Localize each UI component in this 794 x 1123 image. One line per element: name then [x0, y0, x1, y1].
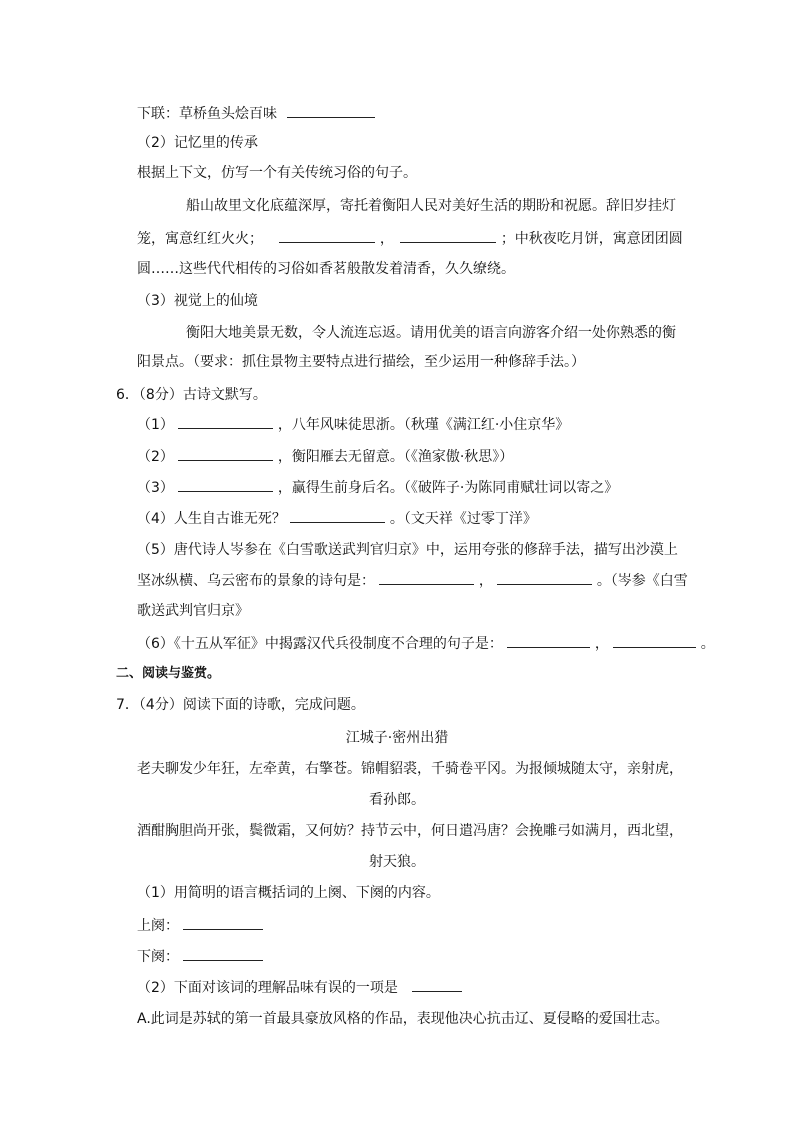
subquestion-1: （1）用简明的语言概括词的上阕、下阕的内容。	[137, 885, 440, 901]
upper-stanza-answer: 上阕：	[137, 915, 263, 935]
subquestion-2-heading: （2）记忆里的传承	[137, 135, 258, 151]
answer-blank[interactable]	[178, 414, 273, 429]
poetry-fill-5-source: 歌送武判官归京》	[137, 603, 249, 619]
answer-blank[interactable]	[178, 477, 273, 492]
poetry-fill-2: （2） ，衡阳雁去无留意。（《渔家傲·秋思》）	[137, 446, 513, 466]
answer-blank[interactable]	[290, 508, 385, 523]
poem-line: 老夫聊发少年狂，左牵黄，右擎苍。锦帽貂裘，千骑卷平冈。为报倾城随太守，亲射虎，	[137, 761, 683, 777]
answer-blank[interactable]	[412, 977, 462, 992]
answer-blank[interactable]	[379, 570, 474, 585]
choice-a: A.此词是苏轼的第一首最具豪放风格的作品，表现他决心抗击辽、夏侵略的爱国壮志。	[137, 1011, 669, 1027]
couplet-second-line	[137, 103, 375, 123]
section-heading: 二、阅读与鉴赏。	[116, 666, 221, 681]
answer-blank[interactable]	[287, 103, 375, 118]
answer-blank[interactable]	[178, 446, 273, 461]
subquestion-2: （2）下面对该词的理解品味有误的一项是	[137, 977, 462, 997]
poetry-fill-3: （3） ，赢得生前身后名。（《破阵子·为陈同甫赋壮词以寄之》	[137, 477, 618, 497]
instruction-text: 根据上下文，仿写一个有关传统习俗的句子。	[137, 165, 417, 181]
poem-line-cont: 射天狼。	[369, 854, 425, 870]
answer-blank[interactable]	[613, 633, 696, 648]
poetry-fill-1: （1） ，八年风味徒思浙。（秋瑾《满江红·小住京华》	[137, 414, 569, 434]
question-7-heading: 7．（4分）阅读下面的诗歌，完成问题。	[116, 697, 365, 713]
poem-title: 江城子·密州出猎	[345, 730, 449, 746]
poetry-fill-4: （4）人生自古谁无死？ 。（文天祥《过零丁洋》	[137, 508, 537, 528]
poetry-fill-5-cont: 坚冰纵横、乌云密布的景象的诗句是： ， 。（岑参《白雪	[137, 570, 688, 590]
answer-blank[interactable]	[497, 570, 592, 585]
paragraph-line: 船山故里文化底蕴深厚，寄托着衡阳人民对美好生活的期盼和祝愿。辞旧岁挂灯	[186, 198, 676, 214]
paragraph-line: 阳景点。（要求：抓住景物主要特点进行描绘，至少运用一种修辞手法。）	[137, 354, 585, 370]
answer-blank[interactable]	[183, 915, 263, 930]
couplet-text: 下联：草桥鱼头烩百味	[137, 106, 277, 122]
poem-line: 酒酣胸胆尚开张，鬓微霜，又何妨？持节云中，何日遣冯唐？会挽雕弓如满月，西北望，	[137, 823, 683, 839]
paragraph-line: 衡阳大地美景无数，令人流连忘返。请用优美的语言向游客介绍一处你熟悉的衡	[186, 325, 676, 341]
poetry-fill-6: （6）《十五从军征》中揭露汉代兵役制度不合理的句子是： ， 。	[137, 633, 715, 653]
subquestion-3-heading: （3）视觉上的仙境	[137, 293, 258, 309]
paragraph-line-with-blanks: 笼，寓意红红火火； ， ；中秋夜吃月饼，寓意团团圆	[137, 228, 683, 248]
lower-stanza-answer: 下阕：	[137, 946, 263, 966]
question-6-heading: 6．（8分）古诗文默写。	[116, 387, 267, 403]
poetry-fill-5: （5）唐代诗人岑参在《白雪歌送武判官归京》中，运用夸张的修辞手法，描写出沙漠上	[137, 542, 678, 558]
poem-line-cont: 看孙郎。	[369, 792, 425, 808]
answer-blank[interactable]	[400, 228, 496, 243]
answer-blank[interactable]	[183, 946, 263, 961]
answer-blank[interactable]	[507, 633, 590, 648]
paragraph-line: 圆……这些代代相传的习俗如香茗般散发着清香，久久缭绕。	[137, 261, 515, 277]
answer-blank[interactable]	[279, 228, 375, 243]
